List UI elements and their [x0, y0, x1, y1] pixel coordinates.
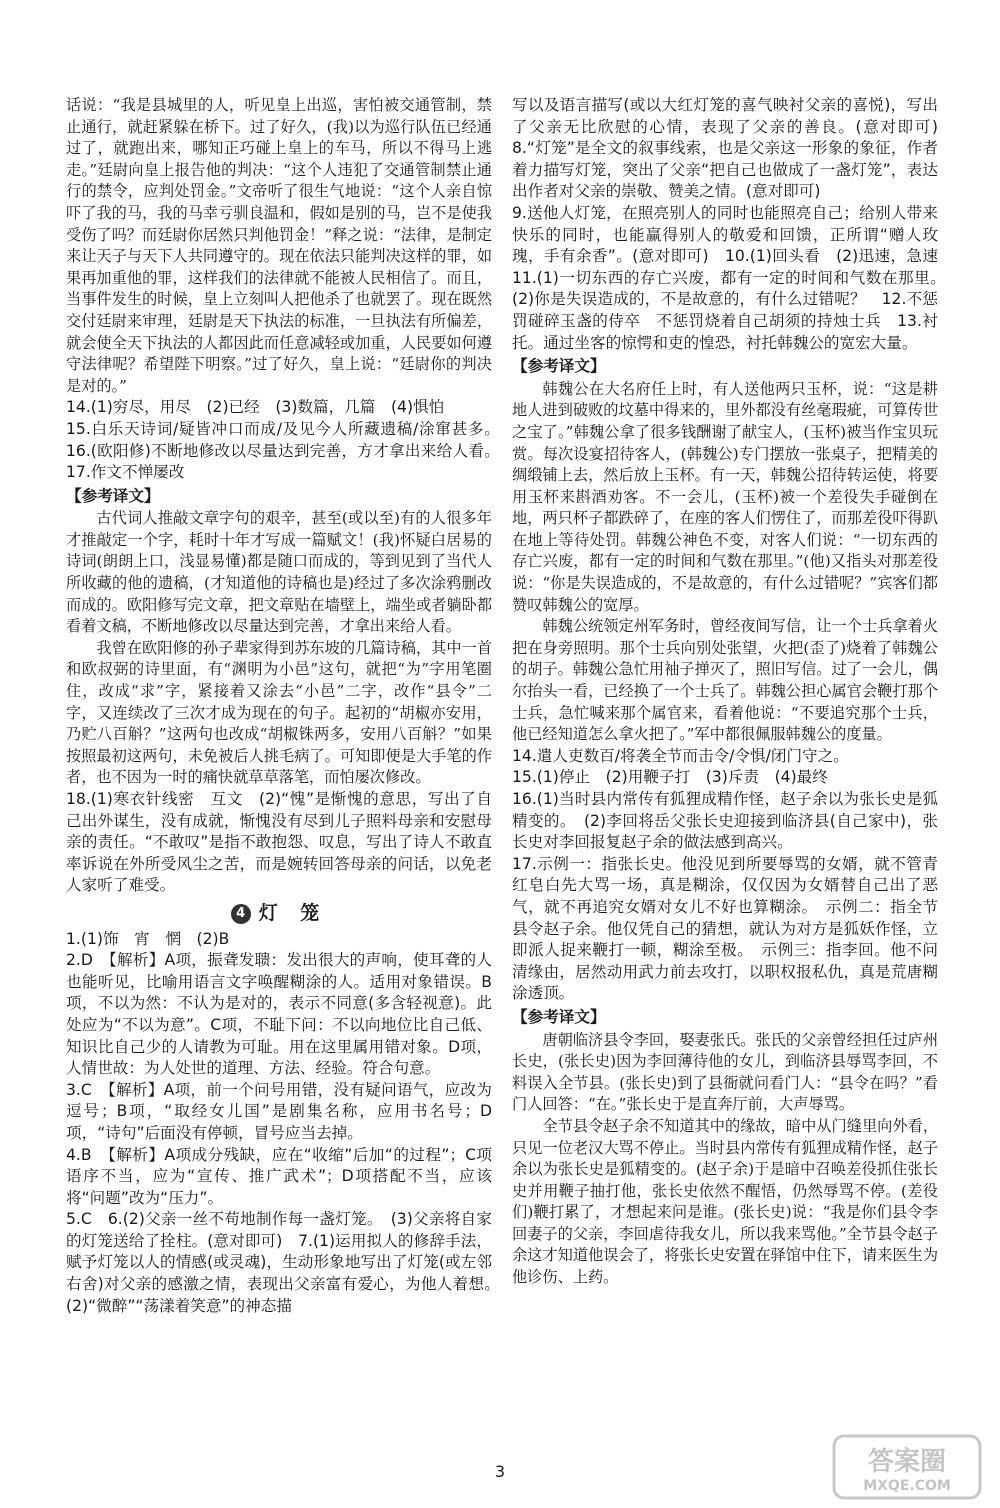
lesson-title [66, 903, 492, 925]
left-column [66, 95, 508, 1317]
reference-translation-heading: 【参考译文】 [512, 357, 606, 376]
translation-paragraph: 韩魏公统领定州军务时，曾经夜间写信，让一个士兵拿着火把在身旁照明。那个士兵向别处张望，火把(歪了)烧着了韩魏公的胡子。韩魏公急忙用袖子掸灭了，照旧写信。过了一会儿，偶尔抬头一看，已经换了一个士兵了。韩魏公担心属官会鞭打那个士兵，急忙喊来那个属官来，看着他说：“不要追究那个士兵，他已经知道怎么拿火把了。”军中都很佩服韩魏公的度量。 [512, 617, 938, 744]
translation-paragraph: 我曾在欧阳修的孙子辈家得到苏东坡的几篇诗稿，其中一首和欧叔弼的诗里面，有“渊明为小邑”这句，就把“为”字用笔圈住，改成“求”字，紧接着又涂去“小邑”二字，改作“县令”二字，又连续改了三次才成为现在的句子。起初的“胡椒亦安用，乃贮八百斛？”这两句也改成“胡椒铢两多，安用八百斛？”如果按照最初这两句，未免被后人挑毛病了。可知即便是大手笔的作者，也不因为一时的痛快就草草落笔，而怕屡次修改。 [66, 638, 492, 787]
page-number: 3 [494, 1462, 506, 1481]
translation-paragraph: 全节县令赵子余不知道其中的缘故，暗中从门缝里向外看，只见一位老汉大骂不停止。当时县内常传有狐狸成精作怪，赵子余以为张长史是狐精变的。(赵子余)于是暗中召唤差役抓住张长史并用鞭子抽打他，张长史依然不醒悟，仍然辱骂不停。(差役们)鞭打累了，才想起来问是谁。(张长史)说：“我是你们县令李回妻子的父亲，李回虐待我女儿，所以我来骂他。”全节县令赵子余这才知道他误会了，将张长史安置在驿馆中住下，请来医生为他诊伤、上药。 [512, 1116, 938, 1287]
watermark-text: 答案圈 [867, 1447, 947, 1477]
answer-3: 3.C 【解析】A项，前一个问号用错，没有疑问语气，应改为逗号；B项，“取经女儿国”是剧集名称，应用书名号；D项，“诗句”后面没有停顿，冒号应当去掉。 [66, 1080, 492, 1142]
answer-7-8-continued: 写以及语言描写(或以大红灯笼的喜气映衬父亲的喜悦)，写出了父亲无比欣慰的心情，表现了父亲的善良。(意对即可) 8.“灯笼”是全文的叙事线索，也是父亲这一形象的象征，作者着力描写灯笼，突出了父亲“把自己也做成了一盏灯笼”，表达出作者对父亲的崇敬、赞美之情。(意对即可) [512, 96, 954, 201]
reference-translation-heading: 【参考译文】 [66, 486, 160, 505]
translation-continued: 话说：“我是县城里的人，听见皇上出巡，害怕被交通管制，禁止通行，就赶紧躲在桥下。过了好久，(我)以为巡行队伍已经通过了，就跑出来，哪知正巧碰上皇上的车马，所以不得马上逃走。”廷尉向皇上报告他的判决：“这个人违犯了交通管制禁止通行的禁令，应判处罚金。”文帝听了很生气地说：“这个人亲自惊吓了我的马，我的马幸亏驯良温和，假如是别的马，岂不是使我受伤了吗？而廷尉你居然只判他罚金！”释之说：“法律，是制定来让天子与天下人共同遵守的。现在依法只能判决这样的罪，如果再加重他的罪，这样我们的法律就不能被人民相信了。而且，当事件发生的时候，皇上立刻叫人把他杀了也就罢了。现在既然交付廷尉来审理，廷尉是天下执法的标准，一旦执法有所偏差，就会使全天下执法的人都因此而任意减轻或加重，人民要如何遵守法律呢？希望陛下明察。”过了好久，皇上说：“廷尉你的判决是对的。” [66, 96, 492, 395]
answer-4: 4.B 【解析】A项成分残缺，应在“收缩”后加“的过程”；C项语序不当，应为“宣传、推广武术”；D项搭配不当，应该将“问题”改为“压力”。 [66, 1145, 492, 1207]
reference-translation-heading: 【参考译文】 [512, 1007, 606, 1026]
answer-14: 14.(1)穷尽，用尽 (2)已经 (3)数篇，几篇 (4)惧怕 [66, 398, 445, 417]
watermark-logo [832, 1432, 982, 1502]
answer-18: 18.(1)寒衣针线密 互文 (2)“愧”是惭愧的意思，写出了自己出外谋生，没有成就，惭愧没有尽到儿子照料母亲和安慰母亲的责任。“不敢叹”是指不敢抱怨、叹息，写出了诗人不敢直率诉说在外所受风尘之苦，而是婉转回答母亲的问话，以免老人家听了难受。 [66, 790, 492, 895]
lesson-title-text: 灯 笼 [258, 901, 328, 924]
translation-paragraph: 唐朝临济县令李回，娶妻张氏。张氏的父亲曾经担任过庐州长史，(张长史)因为李回薄待他的女儿，到临济县辱骂李回，不料误入全节县。(张长史)到了县衙就问看门人：“县令在吗？”看门人回答：“在。”张长史于是直奔厅前，大声辱骂。 [512, 1030, 938, 1114]
answer-17: 17.示例一：指张长史。他没见到所要辱骂的女婿，就不管青红皂白先大骂一场，真是糊涂，仅仅因为女婿替自己出了恶气，就不再追究女婿对女儿不好也算糊涂。 示例二：指全节县令赵子余。他仅凭自己的猜想，就认为对方是狐妖作怪，立即派人捉来鞭打一顿，糊涂至极。 示例三：指李回。他不问清缘由，居然动用武力前去攻打，以职权报私仇，真是荒唐糊涂透顶。 [512, 854, 938, 1003]
answer-1: 1.(1)饰 宵 惘 (2)B [66, 929, 230, 948]
lesson-number-badge: 4 [231, 904, 251, 924]
answer-16: 16.(1)当时县内常传有狐狸成精作怪，赵子余以为张长史是狐精变的。 (2)李回将岳父张长史迎接到临济县(自己家中)，张长史对李回报复赵子余的做法感到高兴。 [512, 790, 938, 852]
watermark-url: MXQE.COM [863, 1478, 951, 1494]
translation-paragraph: 韩魏公在大名府任上时，有人送他两只玉杯，说：“这是耕地人进到破败的坟墓中得来的，里外都没有丝毫瑕疵，可算传世之宝了。”韩魏公拿了很多钱酬谢了献宝人，(玉杯)被当作宝贝玩赏。每次设宴招待客人，(韩魏公)专门摆放一张桌子，把精美的绸缎铺上去，然后放上玉杯。有一天，韩魏公招待转运使，将要用玉杯来斟酒劝客。不一会儿，(玉杯)被一个差役失手碰倒在地，两只杯子都跌碎了，在座的客人们愣住了，而那差役吓得趴在地上等待处罚。韩魏公神色不变，对客人们说：“一切东西的存亡兴废，都有一定的时间和气数在那里。”(他)又指头对那差役说：“你是失误造成的，不是故意的，有什么过错呢？”宾客们都赞叹韩魏公的宽厚。 [512, 379, 938, 614]
answer-14: 14.遣人吏数百/将袭全节而击令/令惧/闭门守之。 [512, 746, 849, 765]
right-column [512, 95, 954, 1289]
answer-2: 2.D 【解析】A项，振聋发聩：发出很大的声响，使耳聋的人也能听见，比喻用语言文字唤醒糊涂的人。适用对象错误。B项，不以为然：不认为是对的，表示不同意(多含轻视意)。此处应为“不以为意”。C项，不耻下问：不以向地位比自己低、知识比自己少的人请教为可耻。用在这里属用错对象。D项，人情世故：为人处世的道理、方法、经验。符合句意。 [66, 951, 492, 1078]
answer-15-17: 15.白乐天诗词/疑皆冲口而成/及见今人所藏遗稿/涂窜甚多。 16.(欧阳修)不断地修改以尽量达到完善，方才拿出来给人看。 17.作文不惮屡改 [66, 419, 508, 482]
answer-15: 15.(1)停止 (2)用鞭子打 (3)斥责 (4)最终 [512, 768, 828, 787]
answer-9-13: 9.送他人灯笼，在照亮别人的同时也能照亮自己；给别人带来快乐的同时，也能赢得别人的敬爱和回馈，正所谓“赠人玫瑰，手有余香”。(意对即可) 10.(1)回头看 (2)迅速，急速 11.(1)一切东西的存亡兴废，都有一定的时间和气数在那里。 (2)你是失误造成的，不是故意的，有什么过错呢？ 12.不惩罚碰碎玉盏的侍卒 不惩罚烧着自己胡须的持烛士兵 13.衬托。通过坐客的惊愕和吏的惶恐，衬托韩魏公的宽宏大量。 [512, 203, 954, 352]
answer-5-7: 5.C 6.(2)父亲一丝不苟地制作每一盏灯笼。 (3)父亲将自家的灯笼送给了拴柱。(意对即可) 7.(1)运用拟人的修辞手法，赋予灯笼以人的情感(或灵魂)，生动形象地写出了灯笼(或左邻右舍)对父亲的感激之情，表现出父亲富有爱心，为他人着想。 (2)“微醉”“荡漾着笑意”的神态描 [66, 1210, 508, 1315]
translation-paragraph: 古代词人推敲文章字句的艰辛，甚至(或以至)有的人很多年才推敲定一个字，耗时十年才写成一篇赋文！(我)怀疑白居易的诗词(朗朗上口，浅显易懂)都是随口而成的，等到见到了当代人所收藏的他的遗稿，(才知道他的诗稿也是)经过了多次涂鸦删改而成的。欧阳修写完文章，把文章贴在墙壁上，端坐或者躺卧都看着文稿，不断地修改以尽量达到完善，才拿出来给人看。 [66, 509, 492, 636]
